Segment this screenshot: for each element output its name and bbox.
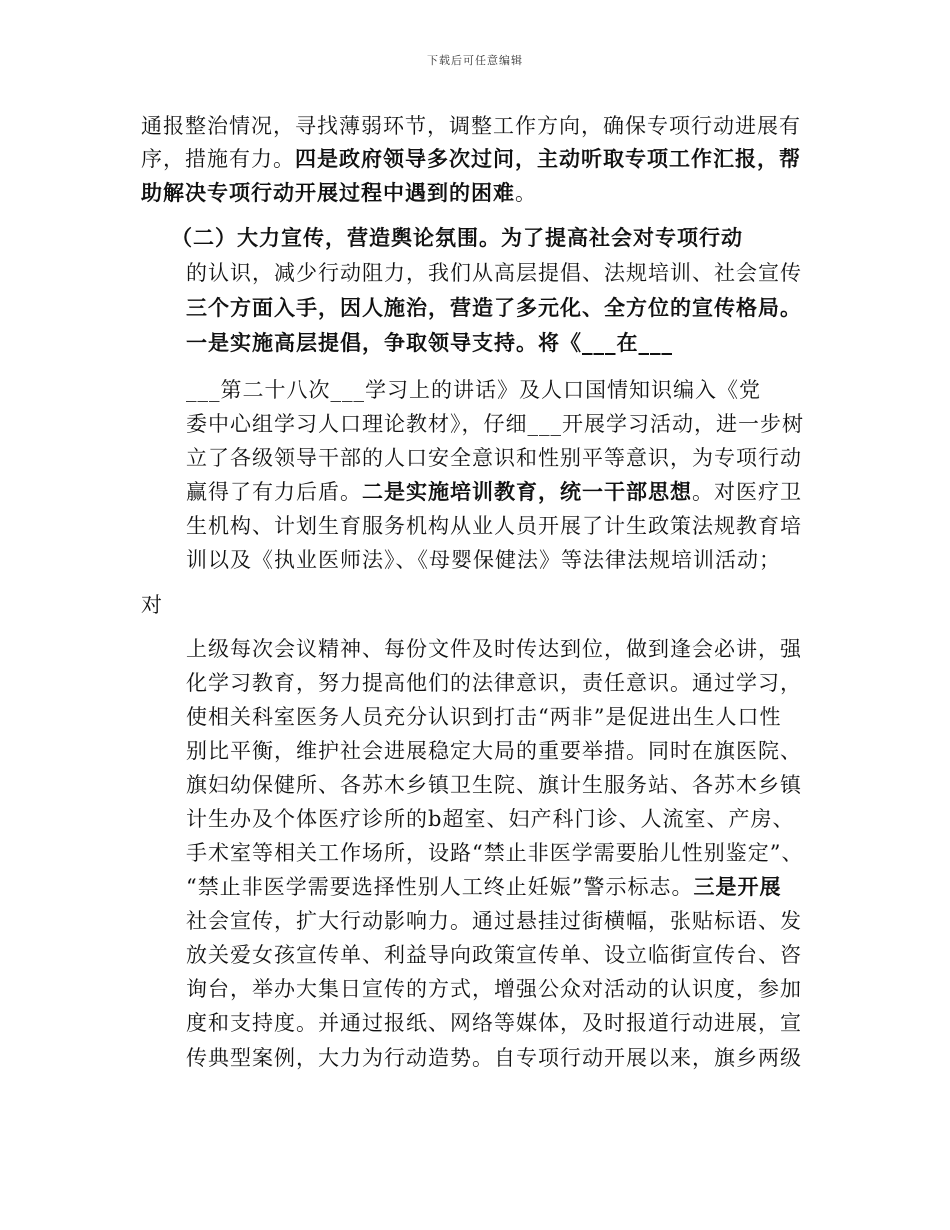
text-segment: 询台，举办大集日宣传的方式，增强公众对活动的认识度，参加 bbox=[186, 977, 802, 1001]
text-line bbox=[186, 668, 802, 698]
page-header: 下载后可任意编辑 bbox=[427, 54, 523, 67]
text-segment: 旗妇幼保健所、各苏木乡镇卫生院、旗计生服务站、各苏木乡镇 bbox=[186, 773, 802, 797]
text-line bbox=[186, 293, 802, 323]
text-segment: 生机构、计划生育服务机构从业人员开展了计生政策法规教育培 bbox=[186, 514, 802, 538]
text-segment: 通报整治情况，寻找薄弱环节，调整工作方向，确保专项行动进展有 bbox=[141, 114, 801, 138]
text-segment: 赢得了有力后盾。 bbox=[186, 480, 362, 504]
text-line bbox=[186, 375, 761, 405]
text-line bbox=[186, 1008, 802, 1038]
text-line bbox=[186, 736, 802, 766]
text-segment: 传典型案例，大力为行动造势。自专项行动开展以来，旗乡两级 bbox=[186, 1046, 802, 1070]
text-segment: 上级每次会议精神、每份文件及时传达到位，做到逢会必讲，强 bbox=[186, 637, 802, 661]
text-line bbox=[186, 804, 794, 834]
text-line bbox=[186, 477, 802, 507]
text-segment: 计生办及个体医疗诊所的b超室、妇产科门诊、人流室、产房、 bbox=[186, 807, 795, 831]
bold-text-segment: 三个方面入手，因人施治，营造了多元化、全方位的宣传格局。 bbox=[186, 295, 802, 320]
text-segment: ___第二十八次___学习上的讲话》及人口国情知识编入《党 bbox=[186, 378, 761, 402]
text-segment: 社会宣传，扩大行动影响力。通过悬挂过街横幅，张贴标语、发 bbox=[186, 909, 802, 933]
text-segment: 度和支持度。并通过报纸、网络等媒体，及时报道行动进展，宣 bbox=[186, 1011, 802, 1035]
text-segment: 对 bbox=[141, 593, 163, 617]
bold-text-segment: 三是开展 bbox=[693, 874, 782, 899]
text-line bbox=[186, 443, 802, 473]
text-line bbox=[186, 974, 802, 1004]
text-line bbox=[141, 144, 801, 174]
text-segment: 委中心组学习人口理论教材》，仔细___开展学习活动，进一步树 bbox=[186, 412, 804, 436]
text-line bbox=[171, 223, 743, 253]
text-line bbox=[186, 940, 802, 970]
text-segment: 化学习教育，努力提高他们的法律意识，责任意识。通过学习， bbox=[186, 671, 802, 695]
text-line bbox=[186, 906, 802, 936]
text-segment: 别比平衡，维护社会进展稳定大局的重要举措。同时在旗医院、 bbox=[186, 739, 802, 763]
text-line bbox=[186, 770, 802, 800]
bold-text-segment: 二是实施培训教育，统一干部思想 bbox=[362, 479, 692, 504]
text-segment: 序，措施有力。 bbox=[141, 147, 295, 171]
text-segment: 使相关科室医务人员充分认识到打击“两非”是促进出生人口性 bbox=[186, 705, 782, 729]
text-segment: “禁止非医学需要选择性别人工终止妊娠”警示标志。 bbox=[186, 875, 694, 899]
text-line bbox=[186, 634, 802, 664]
text-line bbox=[141, 590, 163, 620]
text-segment: 的认识，减少行动阻力，我们从高层提倡、法规培训、社会宣传 bbox=[186, 261, 802, 285]
text-line bbox=[186, 328, 673, 358]
text-segment: 。 bbox=[515, 181, 537, 205]
text-segment: 放关爱女孩宣传单、利益导向政策宣传单、设立临街宣传台、咨 bbox=[186, 943, 802, 967]
bold-text-segment: 四是政府领导多次过问，主动听取专项工作汇报，帮 bbox=[295, 146, 801, 171]
text-line bbox=[186, 258, 802, 288]
text-line bbox=[141, 111, 801, 141]
text-line bbox=[141, 178, 537, 208]
text-line bbox=[186, 1043, 802, 1073]
text-line bbox=[186, 702, 781, 732]
bold-text-segment: 一是实施高层提倡，争取领导支持。将《___在___ bbox=[186, 330, 673, 355]
bold-text-segment: （二）大力宣传，营造舆论氛围。为了提高社会对专项行动 bbox=[171, 225, 743, 250]
bold-text-segment: 助解决专项行动开展过程中遇到的困难 bbox=[141, 180, 515, 205]
text-segment: 训以及《执业医师法》、《母婴保健法》等法律法规培训活动； bbox=[186, 548, 781, 572]
text-line bbox=[186, 838, 803, 868]
text-segment: 立了各级领导干部的人口安全意识和性别平等意识，为专项行动 bbox=[186, 446, 802, 470]
text-line bbox=[186, 409, 804, 439]
text-line bbox=[186, 872, 781, 902]
text-segment: 手术室等相关工作场所，设路“禁止非医学需要胎儿性别鉴定”、 bbox=[186, 841, 804, 865]
text-segment: 。对医疗卫 bbox=[692, 480, 802, 504]
text-line bbox=[186, 511, 802, 541]
text-line bbox=[186, 545, 781, 575]
